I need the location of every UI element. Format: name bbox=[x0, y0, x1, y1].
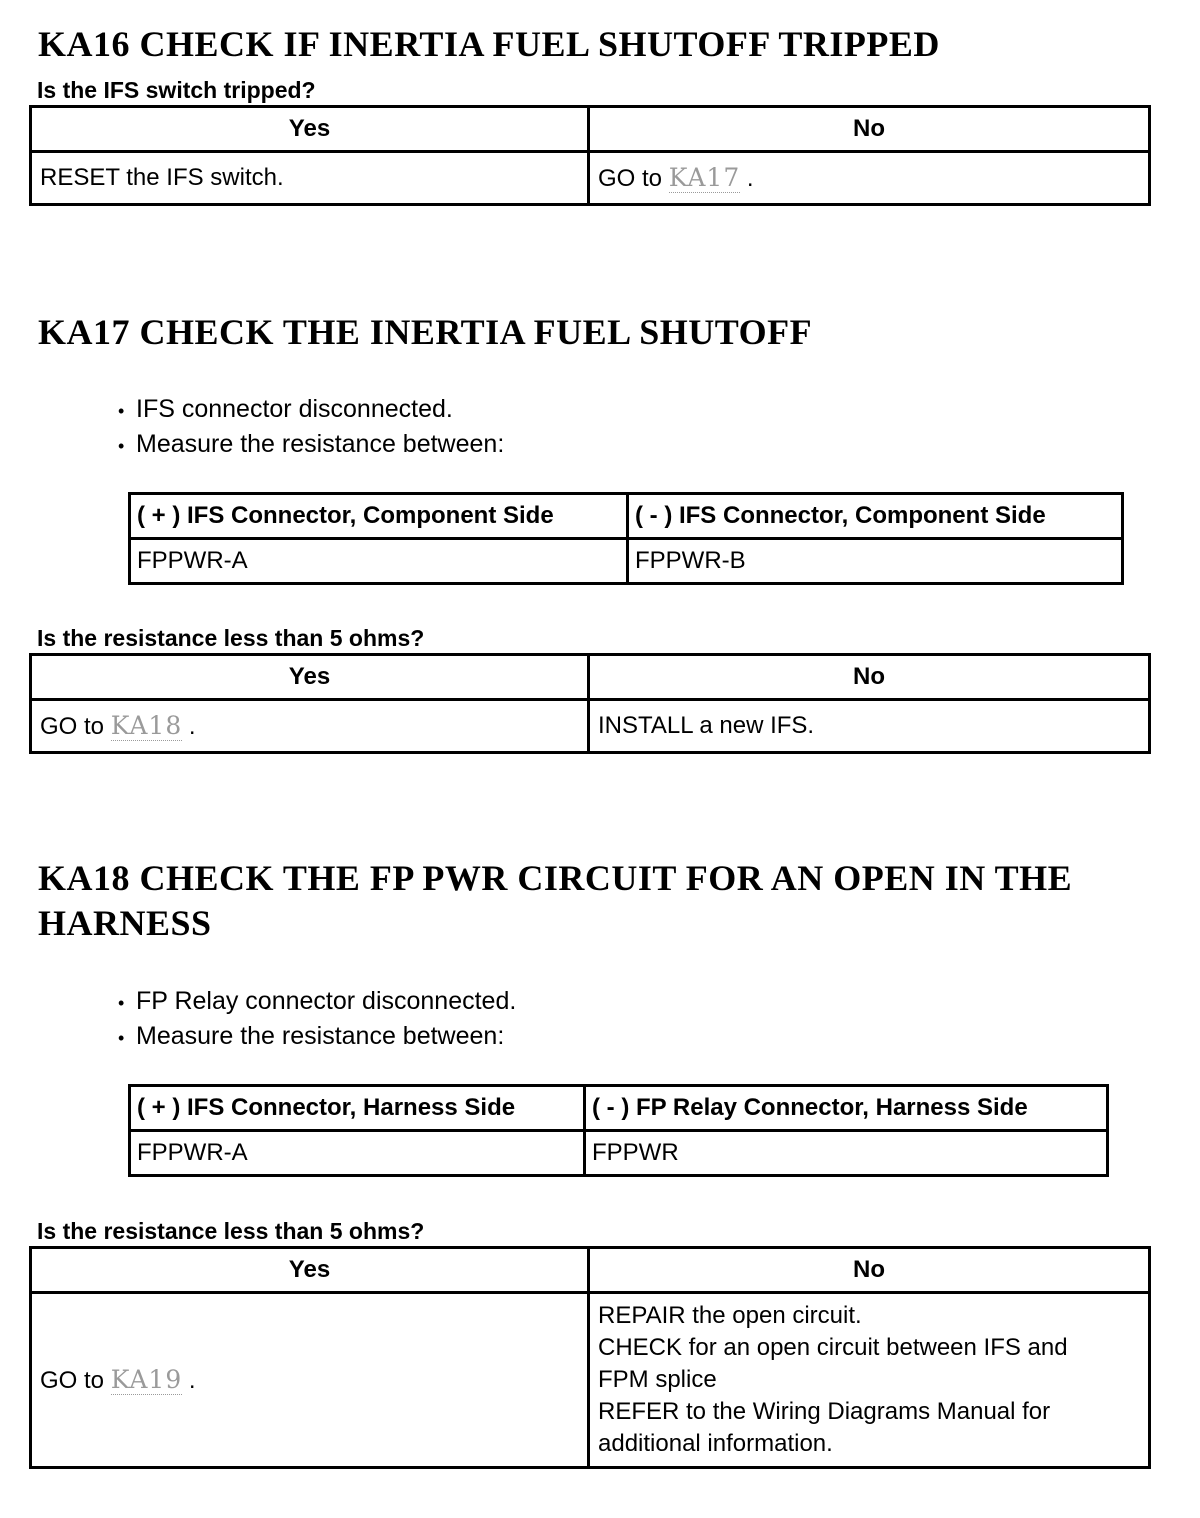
no-line: REFER to the Wiring Diagrams Manual for bbox=[598, 1398, 1051, 1425]
ka18-measure-table bbox=[128, 1084, 1109, 1177]
no-cell bbox=[589, 700, 1150, 753]
period: . bbox=[188, 713, 196, 740]
no-line: CHECK for an open circuit between IFS and bbox=[598, 1334, 1068, 1361]
no-line: REPAIR the open circuit. bbox=[598, 1302, 862, 1329]
ka16-heading: KA16 CHECK IF INERTIA FUEL SHUTOFF TRIPPED bbox=[38, 24, 940, 64]
yes-header: Yes bbox=[31, 1248, 589, 1293]
no-line: FPM splice bbox=[598, 1366, 717, 1393]
negative-header: ( - ) IFS Connector, Component Side bbox=[628, 494, 1123, 539]
yes-text: RESET the IFS switch. bbox=[40, 164, 284, 191]
go-to-label: GO to bbox=[40, 713, 105, 740]
ka18-question: Is the resistance less than 5 ohms? bbox=[37, 1218, 425, 1244]
positive-value: FPPWR-A bbox=[130, 539, 628, 584]
list-item: • Measure the resistance between: bbox=[118, 1020, 516, 1055]
negative-header: ( - ) FP Relay Connector, Harness Side bbox=[585, 1086, 1108, 1131]
go-to-label: GO to bbox=[598, 165, 663, 192]
no-cell bbox=[589, 1293, 1150, 1468]
no-cell bbox=[589, 152, 1150, 205]
list-item: • Measure the resistance between: bbox=[118, 428, 504, 463]
ka17-answer-table bbox=[29, 653, 1151, 754]
no-text: INSTALL a new IFS. bbox=[598, 712, 815, 739]
ka18-answer-table bbox=[29, 1246, 1151, 1469]
positive-header: ( + ) IFS Connector, Component Side bbox=[130, 494, 628, 539]
ka18-heading-line1: KA18 CHECK THE FP PWR CIRCUIT FOR AN OPEN IN THE bbox=[38, 858, 1073, 898]
ka17-heading: KA17 CHECK THE INERTIA FUEL SHUTOFF bbox=[38, 312, 813, 352]
ka17-link[interactable]: KA17 bbox=[668, 163, 741, 192]
list-item: • FP Relay connector disconnected. bbox=[118, 985, 516, 1020]
positive-value: FPPWR-A bbox=[130, 1131, 585, 1176]
ka16-question: Is the IFS switch tripped? bbox=[37, 77, 316, 103]
no-header: No bbox=[589, 1248, 1150, 1293]
ka17-bullet-list bbox=[118, 393, 504, 463]
period: . bbox=[188, 1367, 196, 1394]
yes-header: Yes bbox=[31, 107, 589, 152]
ka19-link[interactable]: KA19 bbox=[110, 1365, 183, 1394]
period: . bbox=[746, 165, 754, 192]
ka16-answer-table bbox=[29, 105, 1151, 206]
negative-value: FPPWR bbox=[585, 1131, 1108, 1176]
ka17-question: Is the resistance less than 5 ohms? bbox=[37, 625, 425, 651]
ka18-link[interactable]: KA18 bbox=[110, 711, 183, 740]
yes-cell bbox=[31, 152, 589, 205]
no-header: No bbox=[589, 655, 1150, 700]
list-item: • IFS connector disconnected. bbox=[118, 393, 504, 428]
negative-value: FPPWR-B bbox=[628, 539, 1123, 584]
go-to-label: GO to bbox=[40, 1367, 105, 1394]
ka18-bullet-list bbox=[118, 985, 516, 1055]
no-line: additional information. bbox=[598, 1430, 833, 1457]
ka17-measure-table bbox=[128, 492, 1124, 585]
positive-header: ( + ) IFS Connector, Harness Side bbox=[130, 1086, 585, 1131]
yes-header: Yes bbox=[31, 655, 589, 700]
no-header: No bbox=[589, 107, 1150, 152]
yes-cell bbox=[31, 1293, 589, 1468]
yes-cell bbox=[31, 700, 589, 753]
ka18-heading-line2: HARNESS bbox=[38, 903, 212, 943]
